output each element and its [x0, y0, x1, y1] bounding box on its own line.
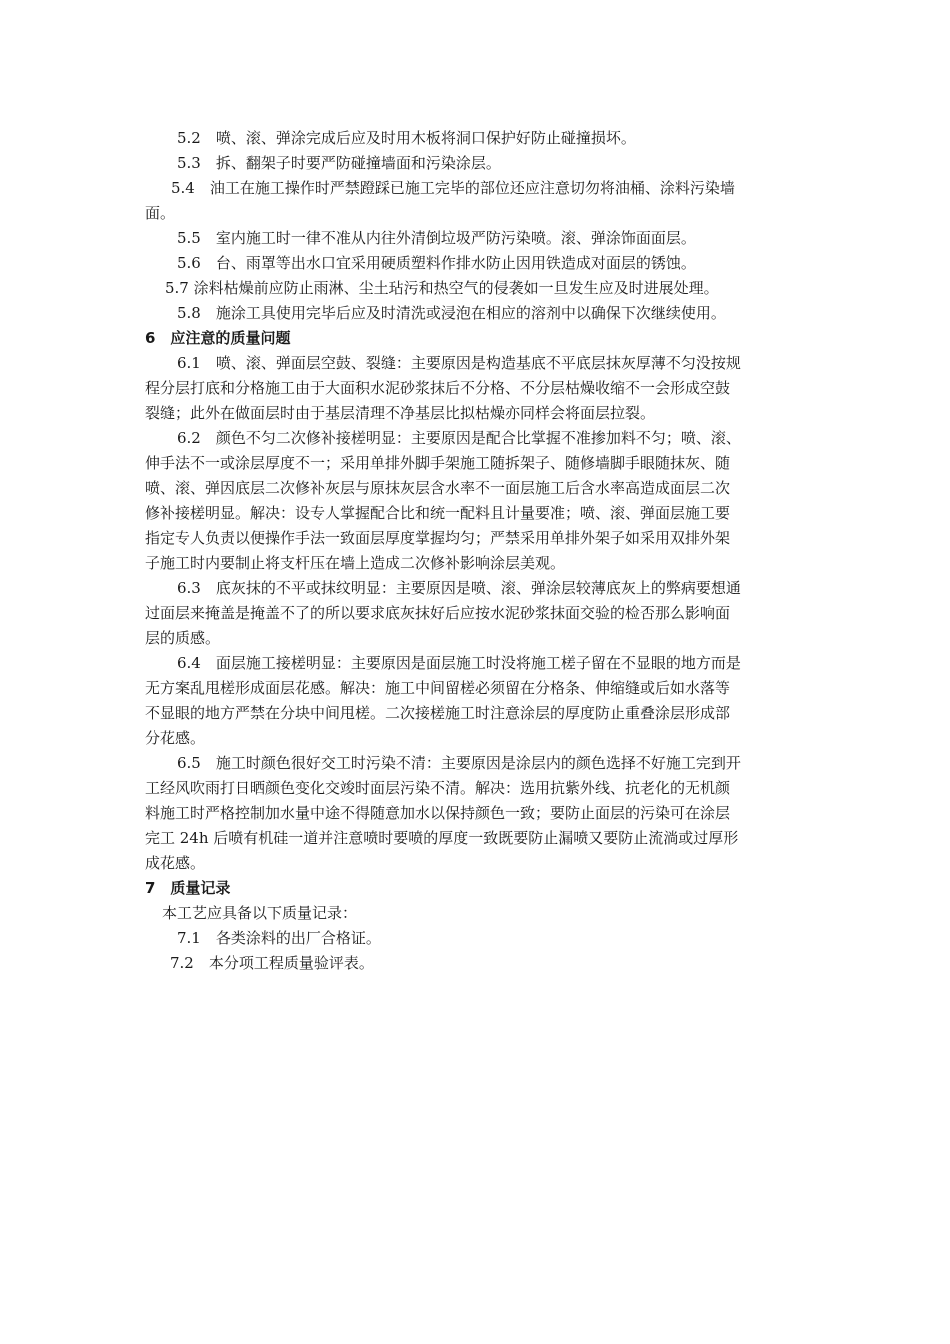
text-line-6-5-cont1: 工经风吹雨打日晒颜色变化交竣时面层污染不清。解决：选用抗紫外线、抗老化的无机颜 [145, 779, 731, 797]
text-line-6-2-cont1: 伸手法不一或涂层厚度不一；采用单排外脚手架施工随拆架子、随修墙脚手眼随抹灰、随 [145, 454, 731, 472]
text-line-5-7: 5.7 涂料枯燥前应防止雨淋、尘土玷污和热空气的侵袭如一旦发生应及时进展处理。 [165, 279, 719, 297]
text-line-6-4-cont1: 无方案乱甩槎形成面层花感。解决：施工中间留槎必须留在分格条、伸缩缝或后如水落等 [145, 679, 731, 697]
text-line-6-4: 6.4 面层施工接槎明显：主要原因是面层施工时没将施工槎子留在不显眼的地方而是 [177, 654, 741, 672]
text-line-7-intro: 本工艺应具备以下质量记录： [162, 904, 358, 922]
text-line-6-4-cont2: 不显眼的地方严禁在分块中间甩槎。二次接槎施工时注意涂层的厚度防止重叠涂层形成部 [145, 704, 731, 722]
section-heading-6: 6 应注意的质量问题 [145, 329, 291, 347]
text-line-6-5-cont3: 完工 24h 后喷有机硅一道并注意喷时要喷的厚度一致既要防止漏喷又要防止流淌或过厚形 [145, 829, 739, 847]
text-line-6-2-cont3: 修补接槎明显。解决：设专人掌握配合比和统一配料且计量要准；喷、滚、弹面层施工要 [145, 504, 731, 522]
text-line-6-4-cont3: 分花感。 [145, 729, 206, 747]
text-line-6-1-cont1: 程分层打底和分格施工由于大面积水泥砂浆抹后不分格、不分层枯燥收缩不一会形成空鼓 [145, 379, 731, 397]
text-line-6-1: 6.1 喷、滚、弹面层空鼓、裂缝：主要原因是构造基底不平底层抹灰厚薄不匀没按规 [177, 354, 741, 372]
text-line-5-4-cont: 面。 [145, 204, 176, 222]
text-line-6-2-cont5: 子施工时内要制止将支杆压在墙上造成二次修补影响涂层美观。 [145, 554, 566, 572]
text-line-5-4: 5.4 油工在施工操作时严禁蹬踩已施工完毕的部位还应注意切勿将油桶、涂料污染墙 [171, 179, 735, 197]
text-line-6-3: 6.3 底灰抹的不平或抹纹明显：主要原因是喷、滚、弹涂层较薄底灰上的弊病要想通 [177, 579, 741, 597]
text-line-6-2-cont4: 指定专人负责以便操作手法一致面层厚度掌握均匀；严禁采用单排外架子如采用双排外架 [145, 529, 731, 547]
text-line-6-5: 6.5 施工时颜色很好交工时污染不清：主要原因是涂层内的颜色选择不好施工完到开 [177, 754, 741, 772]
text-line-6-1-cont2: 裂缝；此外在做面层时由于基层清理不净基层比拟枯燥亦同样会将面层拉裂。 [145, 404, 656, 422]
text-line-5-6: 5.6 台、雨罩等出水口宜采用硬质塑料作排水防止因用铁造成对面层的锈蚀。 [177, 254, 696, 272]
section-heading-7: 7 质量记录 [145, 879, 231, 897]
text-line-6-3-cont1: 过面层来掩盖是掩盖不了的所以要求底灰抹好后应按水泥砂浆抹面交验的检否那么影响面 [145, 604, 731, 622]
text-line-5-2: 5.2 喷、滚、弹涂完成后应及时用木板将洞口保护好防止碰撞损坏。 [177, 129, 636, 147]
text-line-6-3-cont2: 层的质感。 [145, 629, 221, 647]
text-line-7-1: 7.1 各类涂料的出厂合格证。 [177, 929, 381, 947]
text-line-7-2: 7.2 本分项工程质量验评表。 [170, 954, 374, 972]
text-line-6-5-cont2: 料施工时严格控制加水量中途不得随意加水以保持颜色一致；要防止面层的污染可在涂层 [145, 804, 731, 822]
text-line-5-5: 5.5 室内施工时一律不准从内往外清倒垃圾严防污染喷。滚、弹涂饰面面层。 [177, 229, 696, 247]
text-line-5-3: 5.3 拆、翻架子时要严防碰撞墙面和污染涂层。 [177, 154, 501, 172]
text-line-5-8: 5.8 施涂工具使用完毕后应及时清洗或浸泡在相应的溶剂中以确保下次继续使用。 [177, 304, 726, 322]
text-line-6-2: 6.2 颜色不匀二次修补接槎明显：主要原因是配合比掌握不准掺加料不匀；喷、滚、 [177, 429, 741, 447]
text-line-6-2-cont2: 喷、滚、弹因底层二次修补灰层与原抹灰层含水率不一面层施工后含水率高造成面层二次 [145, 479, 731, 497]
text-line-6-5-cont4: 成花感。 [145, 854, 206, 872]
